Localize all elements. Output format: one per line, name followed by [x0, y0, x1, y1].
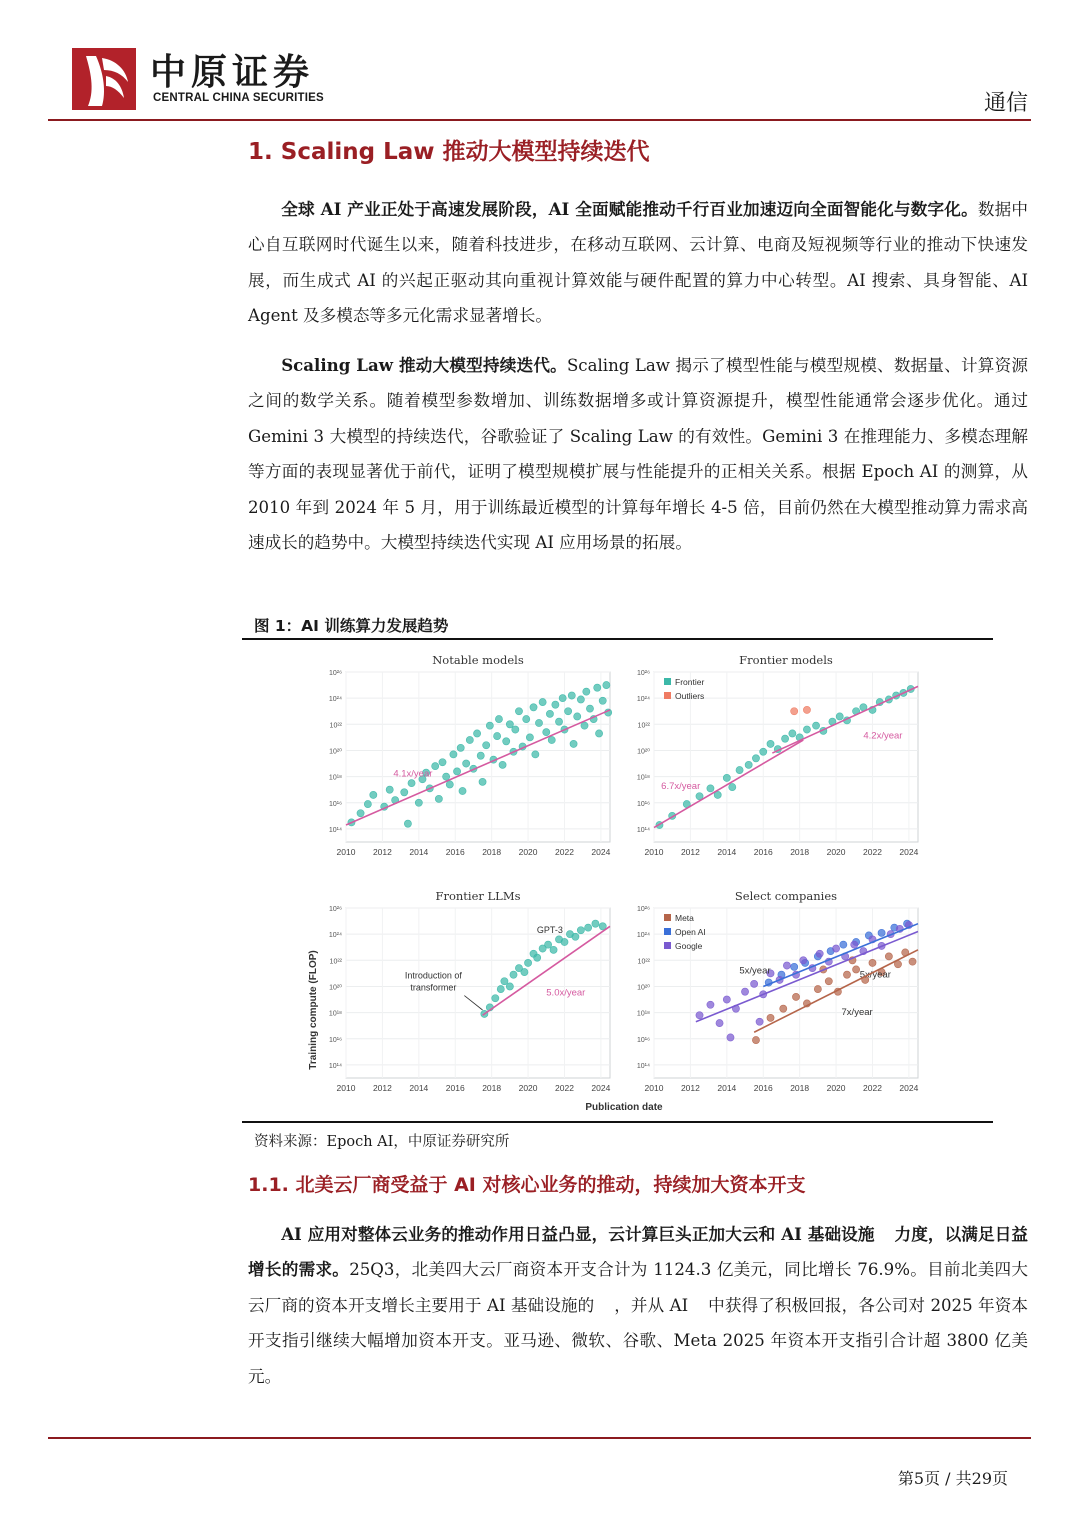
- header-rule: [48, 119, 1031, 121]
- data-point: [515, 708, 522, 715]
- data-point: [783, 962, 790, 969]
- trend-label: 5x/year: [739, 965, 771, 977]
- data-point: [594, 684, 601, 691]
- data-point: [851, 941, 858, 948]
- data-point: [548, 736, 555, 743]
- y-tick-label: 10²⁴: [636, 696, 650, 704]
- x-tick-label: 2012: [372, 1083, 392, 1093]
- data-point: [812, 722, 819, 729]
- x-tick-label: 2014: [717, 1083, 737, 1093]
- paragraph-3-body-b: ，并从 AI: [614, 1295, 689, 1315]
- compute-trend-figure: [300, 644, 930, 1118]
- y-tick-label: 10¹⁶: [329, 1036, 342, 1044]
- data-point: [752, 755, 759, 762]
- legend-swatch: [664, 914, 671, 921]
- data-point: [483, 742, 490, 749]
- y-tick-label: 10¹⁸: [328, 1010, 342, 1018]
- data-point: [603, 681, 610, 688]
- paragraph-3-body-c: 中获得了积极回报，各公司对 2025 年资本开支指引继续大幅增加资本开支。亚马逊、微软、谷歌、Meta 2025 年资本开支指引合计超 3800 亿美元。: [248, 1295, 1028, 1386]
- data-point: [512, 726, 519, 733]
- data-point: [791, 963, 798, 970]
- data-point: [523, 715, 530, 722]
- y-tick-label: 10²⁴: [328, 696, 342, 704]
- x-tick-label: 2010: [336, 1083, 356, 1093]
- data-point: [466, 736, 473, 743]
- data-point: [843, 971, 850, 978]
- paragraph-3-lead-a: AI 应用对整体云业务的推动作用日益凸显，云计算巨头正加大云和 AI 基础设施: [281, 1224, 875, 1244]
- company-name-en: CENTRAL CHINA SECURITIES: [153, 92, 324, 104]
- x-tick-label: 2016: [445, 847, 465, 857]
- data-point: [443, 773, 450, 780]
- y-tick-label: 10²²: [637, 958, 650, 966]
- data-point: [450, 751, 457, 758]
- x-tick-label: 2012: [680, 1083, 700, 1093]
- x-tick-label: 2022: [863, 847, 882, 857]
- data-point: [401, 789, 408, 796]
- y-tick-label: 10²⁴: [328, 932, 342, 940]
- y-tick-label: 10¹⁶: [637, 1036, 650, 1044]
- y-tick-label: 10¹⁶: [637, 800, 650, 808]
- data-point: [716, 1019, 723, 1026]
- x-tick-label: 2012: [680, 847, 700, 857]
- x-tick-label: 2020: [826, 1083, 846, 1093]
- y-axis-label: Training compute (FLOP): [308, 950, 319, 1070]
- chart-panel-1: [329, 653, 612, 857]
- data-point: [506, 983, 513, 990]
- data-point: [723, 774, 730, 781]
- data-point: [909, 958, 916, 965]
- x-tick-label: 2018: [482, 1083, 502, 1093]
- legend-swatch: [664, 928, 671, 935]
- subsection-heading: 1.1. 北美云厂商受益于 AI 对核心业务的推动，持续加大资本开支: [248, 1174, 806, 1196]
- paragraph-2-lead: Scaling Law 推动大模型持续迭代。: [281, 355, 567, 375]
- data-point: [878, 929, 885, 936]
- x-tick-label: 2010: [644, 847, 664, 857]
- paragraph-1-body: 数据中心自互联网时代诞生以来，随着科技进步，在移动互联网、云计算、电商及短视频等行业的推动下快速发展，而生成式 AI 的兴起正驱动其向重视计算效能与硬件配置的算力中心转型。AI 搜索、具身智能、AI Agent 及多模态等多元化需求显著增长。: [248, 200, 1029, 326]
- data-point: [760, 748, 767, 755]
- data-point: [463, 760, 470, 767]
- data-point: [530, 704, 537, 711]
- panel-title: Select companies: [734, 889, 838, 903]
- data-point: [521, 968, 528, 975]
- data-point: [544, 941, 551, 948]
- data-point: [364, 800, 371, 807]
- paragraph-1-lead: 全球 AI 产业正处于高速发展阶段，AI 全面赋能推动千行百业加速迈向全面智能化与数字化。: [281, 199, 978, 219]
- data-point: [595, 730, 602, 737]
- data-point: [477, 752, 484, 759]
- data-point: [457, 744, 464, 751]
- data-point: [767, 740, 774, 747]
- company-name-cn: 中原证券: [150, 51, 315, 93]
- data-point: [723, 996, 730, 1003]
- y-tick-label: 10²⁰: [329, 984, 342, 992]
- data-point: [745, 761, 752, 768]
- annotation-transformer: Introduction of: [404, 970, 462, 981]
- data-point: [696, 1012, 703, 1019]
- chart-panel-2: [637, 653, 919, 857]
- data-point: [570, 740, 577, 747]
- footer-rule: [48, 1437, 1031, 1439]
- data-point: [707, 1001, 714, 1008]
- legend-swatch: [664, 942, 671, 949]
- y-tick-label: 10²⁰: [637, 984, 650, 992]
- page-number: 第5页 / 共29页: [897, 1469, 1008, 1488]
- data-point: [432, 763, 439, 770]
- data-point: [577, 927, 584, 934]
- legend-swatch: [664, 692, 671, 699]
- panel-title: Frontier models: [739, 653, 833, 667]
- data-point: [550, 946, 557, 953]
- y-tick-label: 10²²: [329, 958, 342, 966]
- report-section: 通信: [983, 91, 1028, 116]
- y-tick-label: 10²²: [637, 722, 650, 730]
- data-point: [543, 729, 550, 736]
- data-point: [555, 718, 562, 725]
- y-tick-label: 10¹⁴: [636, 826, 650, 834]
- trend-label: 5x/year: [859, 969, 891, 981]
- x-tick-label: 2022: [863, 1083, 882, 1093]
- trend-label: 4.2x/year: [863, 730, 903, 742]
- data-point: [751, 980, 758, 987]
- y-tick-label: 10²⁶: [329, 670, 342, 677]
- data-point: [404, 820, 411, 827]
- data-point: [439, 759, 446, 766]
- y-tick-label: 10¹⁴: [636, 1062, 650, 1070]
- trend-label: 5.0x/year: [546, 987, 586, 999]
- data-point: [836, 713, 843, 720]
- data-point: [756, 1018, 763, 1025]
- y-tick-label: 10¹⁸: [636, 774, 650, 782]
- data-point: [741, 988, 748, 995]
- data-point: [789, 730, 796, 737]
- x-tick-label: 2022: [555, 1083, 574, 1093]
- data-point: [386, 786, 393, 793]
- data-point: [370, 791, 377, 798]
- x-tick-label: 2018: [790, 1083, 810, 1093]
- data-point: [583, 688, 590, 695]
- data-point: [415, 799, 422, 806]
- data-point: [767, 1014, 774, 1021]
- data-point: [479, 778, 486, 785]
- data-point: [501, 978, 508, 985]
- x-tick-label: 2016: [445, 1083, 465, 1093]
- figure-bottom-rule: [242, 1121, 993, 1123]
- x-tick-label: 2018: [790, 847, 810, 857]
- data-point: [885, 953, 892, 960]
- y-tick-label: 10²⁴: [636, 932, 650, 940]
- data-point: [729, 783, 736, 790]
- data-point: [561, 938, 568, 945]
- data-point: [752, 1036, 759, 1043]
- x-tick-label: 2022: [555, 847, 574, 857]
- data-point: [577, 696, 584, 703]
- figure-top-rule: [242, 638, 993, 640]
- y-tick-label: 10²⁶: [637, 670, 650, 677]
- data-point: [825, 978, 832, 985]
- y-tick-label: 10²⁰: [329, 748, 342, 756]
- data-point: [499, 761, 506, 768]
- figure-title: 图 1：AI 训练算力发展趋势: [254, 617, 449, 635]
- data-point: [552, 701, 559, 708]
- data-point: [852, 966, 859, 973]
- data-point: [357, 810, 364, 817]
- trend-label: 4.1x/year: [393, 768, 433, 780]
- x-tick-label: 2024: [591, 1083, 611, 1093]
- data-point: [585, 924, 592, 931]
- data-point: [599, 697, 606, 704]
- x-axis-label: Publication date: [585, 1102, 663, 1113]
- x-tick-label: 2024: [899, 847, 919, 857]
- data-point: [840, 941, 847, 948]
- data-point: [506, 721, 513, 728]
- data-point: [524, 959, 531, 966]
- data-point: [727, 1034, 734, 1041]
- data-point: [486, 722, 493, 729]
- y-tick-label: 10¹⁴: [328, 1062, 342, 1070]
- data-point: [869, 959, 876, 966]
- x-tick-label: 2016: [753, 847, 773, 857]
- legend-label: Frontier: [675, 677, 705, 687]
- annotation-transformer-2: transformer: [410, 982, 457, 993]
- x-tick-label: 2014: [717, 847, 737, 857]
- data-point: [707, 785, 714, 792]
- data-point: [473, 730, 480, 737]
- data-point: [736, 766, 743, 773]
- data-point: [816, 950, 823, 957]
- data-point: [792, 993, 799, 1000]
- y-tick-label: 10²⁶: [637, 906, 650, 913]
- y-tick-label: 10¹⁸: [328, 774, 342, 782]
- paragraph-2-body: Scaling Law 揭示了模型性能与模型规模、数据量、计算资源之间的数学关系。随着模型参数增加、训练数据增多或计算资源提升，模型性能通常会逐步优化。通过 Gemini 3 大模型的持续迭代，谷歌验证了 Scaling Law 的有效性。Gemini 3 在推理能力、多模态理解等方面的表现显著优于前代，证明了模型规模扩展与性能提升的正相关关系。根据 Epoch AI 的测算，从 2010 年到 2024 年 5 月，用于训练最近模型的计算每年增长 4-5 倍，目前仍然在大模型推动算力需求高速成长的趋势中。大模型持续迭代实现 AI 应用场景的拓展。: [248, 356, 1028, 553]
- data-point: [781, 735, 788, 742]
- paragraph-3-body-a: 25Q3，北美四大云厂商资本开支合计为 1124.3 亿美元，同比增长 76.9%。目前北美四大云厂商的资本开支增长主要用于 AI 基础设施的: [248, 1260, 1029, 1315]
- data-point: [526, 734, 533, 741]
- company-logo-mark: [72, 48, 136, 110]
- data-point: [546, 710, 553, 717]
- data-point: [539, 698, 546, 705]
- paragraph-3-lead-b: 力度，以满足日益增长的需求。: [248, 1224, 1029, 1280]
- x-tick-label: 2014: [409, 847, 429, 857]
- y-tick-label: 10²⁰: [637, 748, 650, 756]
- x-tick-label: 2010: [644, 1083, 664, 1093]
- data-point: [495, 715, 502, 722]
- legend-label: Meta: [675, 913, 694, 923]
- legend-label: Outliers: [675, 691, 705, 701]
- trend-label: 7x/year: [841, 1007, 873, 1019]
- annotation-gpt3: GPT-3: [536, 924, 563, 935]
- paragraph-1: [248, 192, 1028, 334]
- x-tick-label: 2016: [753, 1083, 773, 1093]
- data-point: [780, 1005, 787, 1012]
- legend-swatch: [664, 678, 671, 685]
- legend-label: Google: [675, 941, 703, 951]
- y-tick-label: 10²²: [329, 722, 342, 730]
- chart-panel-3: [329, 889, 611, 1093]
- data-point: [497, 985, 504, 992]
- figure-source: 资料来源：Epoch AI，中原证券研究所: [254, 1134, 510, 1150]
- data-point: [592, 920, 599, 927]
- y-tick-label: 10²⁶: [329, 906, 342, 913]
- data-point: [492, 995, 499, 1002]
- data-point: [459, 787, 466, 794]
- x-tick-label: 2010: [336, 847, 356, 857]
- x-tick-label: 2024: [899, 1083, 919, 1093]
- data-point: [565, 708, 572, 715]
- data-point: [453, 768, 460, 775]
- panel-title: Frontier LLMs: [435, 889, 521, 903]
- data-point: [435, 795, 442, 802]
- x-tick-label: 2020: [518, 1083, 538, 1093]
- data-point: [803, 706, 810, 713]
- data-point: [494, 732, 501, 739]
- paragraph-3: [248, 1217, 1028, 1394]
- legend-label: Open AI: [675, 927, 706, 937]
- trend-label: 6.7x/year: [661, 780, 701, 792]
- data-point: [803, 726, 810, 733]
- data-point: [408, 780, 415, 787]
- data-point: [800, 957, 807, 964]
- x-tick-label: 2024: [591, 847, 611, 857]
- data-point: [532, 751, 539, 758]
- y-tick-label: 10¹⁶: [329, 800, 342, 808]
- data-point: [568, 692, 575, 699]
- data-point: [572, 933, 579, 940]
- x-tick-label: 2020: [518, 847, 538, 857]
- data-point: [574, 713, 581, 720]
- x-tick-label: 2018: [482, 847, 502, 857]
- chart-panel-4: [637, 889, 919, 1093]
- x-tick-label: 2012: [372, 847, 392, 857]
- data-point: [814, 985, 821, 992]
- data-point: [586, 705, 593, 712]
- data-point: [510, 971, 517, 978]
- data-point: [446, 781, 453, 788]
- section-heading: 1. Scaling Law 推动大模型持续迭代: [248, 139, 650, 165]
- data-point: [791, 708, 798, 715]
- x-tick-label: 2020: [826, 847, 846, 857]
- paragraph-2: [248, 348, 1028, 560]
- data-point: [534, 954, 541, 961]
- data-point: [535, 719, 542, 726]
- data-point: [503, 738, 510, 745]
- x-tick-label: 2014: [409, 1083, 429, 1093]
- y-tick-label: 10¹⁸: [636, 1010, 650, 1018]
- data-point: [581, 722, 588, 729]
- data-point: [559, 695, 566, 702]
- y-tick-label: 10¹⁴: [328, 826, 342, 834]
- data-point: [832, 945, 839, 952]
- panel-title: Notable models: [432, 653, 524, 667]
